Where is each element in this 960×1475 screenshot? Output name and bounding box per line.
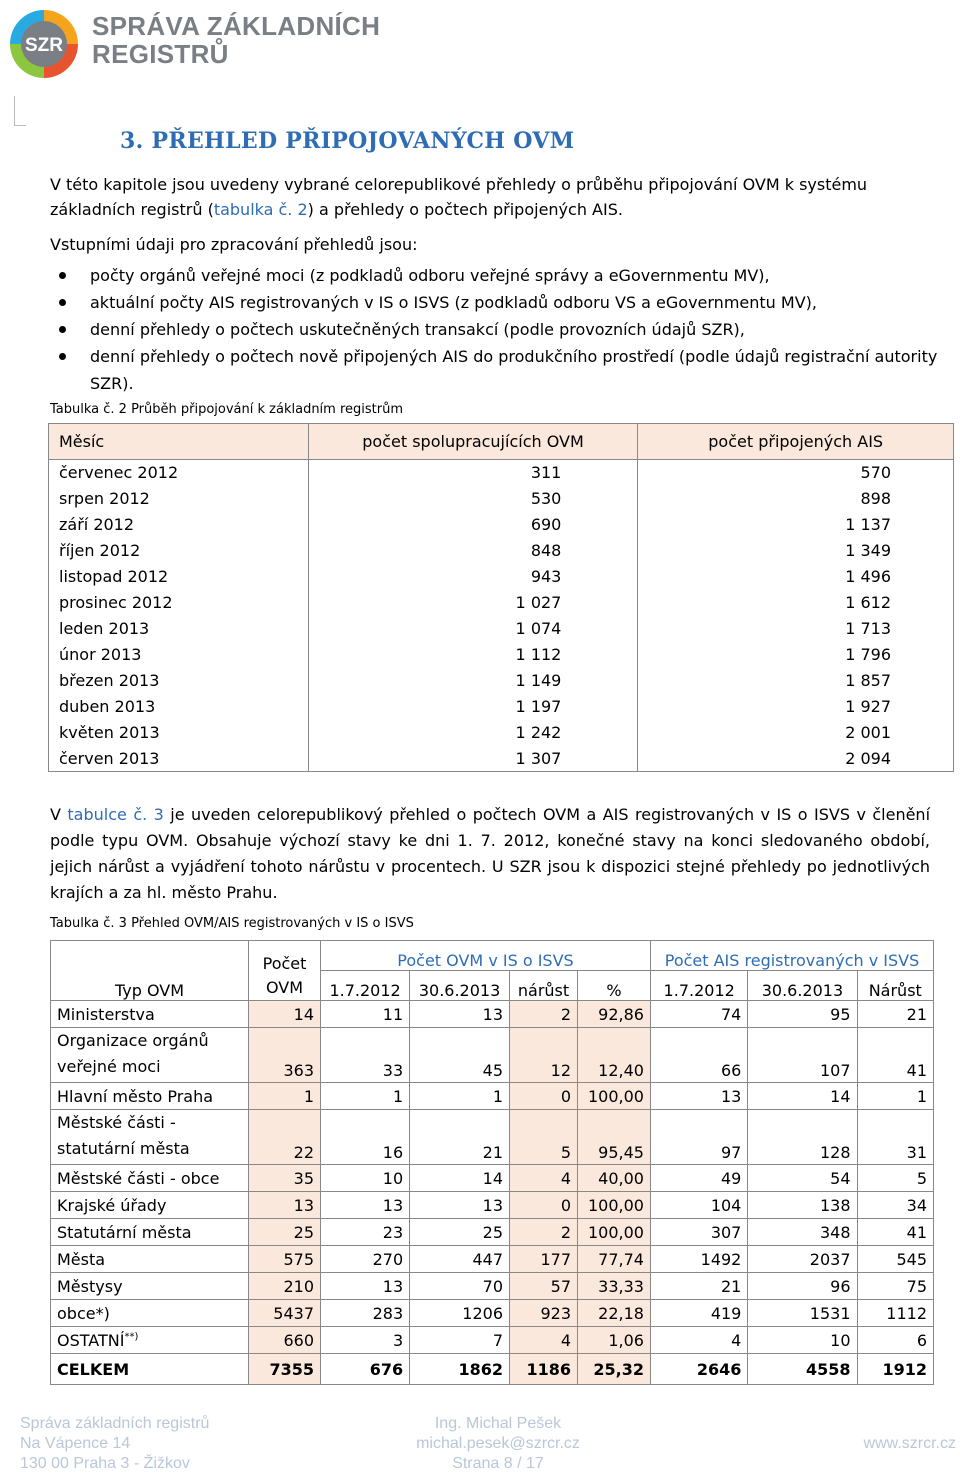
table3-caption: Tabulka č. 3 Přehled OVM/AIS registrovaných v IS o ISVS (50, 916, 414, 931)
ais-growth-cell: 21 (857, 1001, 933, 1028)
ovm-count-cell: 943 (308, 564, 638, 590)
ovm-count-cell: 13 (249, 1192, 321, 1219)
group-header-ovm: Počet OVM v IS o ISVS (321, 941, 651, 971)
ais-end-cell: 54 (748, 1165, 857, 1192)
szr-logo (8, 8, 80, 80)
ovm-growth-cell: 923 (510, 1300, 578, 1327)
footer-email[interactable]: michal.pesek@szrcr.cz (416, 1435, 580, 1452)
ovm-count-cell: 5437 (249, 1300, 321, 1327)
table-row (51, 1192, 934, 1219)
ovm-count-cell: 575 (249, 1246, 321, 1273)
ais-start-cell: 21 (650, 1273, 747, 1300)
ovm-growth-cell: 1186 (510, 1354, 578, 1385)
column-header-count-line1: Počet (262, 954, 307, 973)
ovm-growth-cell: 0 (510, 1192, 578, 1219)
ais-start-cell: 2646 (650, 1354, 747, 1385)
type-line2: statutární města (57, 1139, 190, 1158)
ovm-percent-cell: 95,45 (578, 1110, 651, 1165)
month-cell: listopad 2012 (49, 564, 309, 590)
ovm-end-cell: 25 (410, 1219, 510, 1246)
ais-growth-cell: 34 (857, 1192, 933, 1219)
ovm-start-cell: 33 (321, 1028, 410, 1083)
ais-count-cell: 2 094 (638, 746, 954, 772)
ovm-start-cell: 11 (321, 1001, 410, 1028)
table-row (49, 486, 954, 512)
month-cell: říjen 2012 (49, 538, 309, 564)
table-row (49, 460, 954, 486)
ais-end-cell: 348 (748, 1219, 857, 1246)
ovm-end-cell: 21 (410, 1110, 510, 1165)
ais-end-cell: 107 (748, 1028, 857, 1083)
month-cell: prosinec 2012 (49, 590, 309, 616)
ovm-count-cell: 35 (249, 1165, 321, 1192)
ovm-percent-cell: 92,86 (578, 1001, 651, 1028)
ovm-count-cell: 1 307 (308, 746, 638, 772)
month-cell: květen 2013 (49, 720, 309, 746)
ovm-start-cell: 23 (321, 1219, 410, 1246)
footer-street: Na Vápence 14 (20, 1435, 131, 1452)
ovm-count-cell: 363 (249, 1028, 321, 1083)
ais-growth-cell: 41 (857, 1028, 933, 1083)
ovm-start-cell: 283 (321, 1300, 410, 1327)
table-row (49, 642, 954, 668)
table-row (51, 1110, 934, 1165)
ais-count-cell: 2 001 (638, 720, 954, 746)
ovm-ais-overview-table (50, 940, 934, 1385)
subheader-ovm-growth: nárůst (510, 971, 578, 1001)
ovm-count-cell: 848 (308, 538, 638, 564)
corner-mark (14, 96, 26, 126)
table-row (51, 1219, 934, 1246)
ais-count-cell: 1 137 (638, 512, 954, 538)
brand-line1: SPRÁVA ZÁKLADNÍCH (92, 11, 381, 41)
table-row (49, 564, 954, 590)
ovm-percent-cell: 40,00 (578, 1165, 651, 1192)
ais-growth-cell: 1112 (857, 1300, 933, 1327)
ovm-count-cell: 14 (249, 1001, 321, 1028)
subheader-ais-start: 1.7.2012 (650, 971, 747, 1001)
ovm-start-cell: 16 (321, 1110, 410, 1165)
table3-intro-paragraph (50, 802, 930, 906)
ovm-growth-cell: 4 (510, 1165, 578, 1192)
ais-growth-cell: 41 (857, 1219, 933, 1246)
brand-name (92, 12, 380, 68)
connection-progress-table (48, 423, 954, 772)
type-cell (51, 1273, 249, 1300)
table-row (51, 1028, 934, 1083)
type-label: Ministerstva (57, 1004, 155, 1024)
brand-line2: REGISTRŮ (92, 39, 229, 69)
ovm-count-cell: 22 (249, 1110, 321, 1165)
type-line1: Organizace orgánů (57, 1031, 209, 1050)
ovm-end-cell: 1862 (410, 1354, 510, 1385)
ais-end-cell: 95 (748, 1001, 857, 1028)
ovm-percent-cell: 12,40 (578, 1028, 651, 1083)
chapter-title: 3. PŘEHLED PŘIPOJOVANÝCH OVM (120, 128, 575, 154)
ais-count-cell: 1 927 (638, 694, 954, 720)
ovm-start-cell: 10 (321, 1165, 410, 1192)
type-cell (51, 1083, 249, 1110)
ais-start-cell: 74 (650, 1001, 747, 1028)
para3-text-post: je uveden celorepublikový přehled o počtech OVM a AIS registrovaných v IS o ISVS v členění podle typu OVM. Obsahuje výchozí stavy ke dni 1. 7. 2012, konečné stavy na konci sledovaného období, jejich nárůst a vyjádření tohoto nárůstu v procentech. U SZR jsou k dispozici stejné přehledy po jednotlivých krajích a za hl. město Prahu. (50, 805, 931, 902)
intro-text-post: ) a přehledy o počtech připojených AIS. (307, 200, 623, 219)
column-header-count (249, 941, 321, 1001)
ovm-count-cell: 311 (308, 460, 638, 486)
ovm-end-cell: 7 (410, 1327, 510, 1354)
month-cell: únor 2013 (49, 642, 309, 668)
ovm-start-cell: 3 (321, 1327, 410, 1354)
footnote-mark: **) (124, 1331, 139, 1343)
type-label: Městské části - obce (57, 1168, 220, 1188)
table-row (51, 1327, 934, 1354)
ovm-count-cell: 7355 (249, 1354, 321, 1385)
ovm-percent-cell: 100,00 (578, 1219, 651, 1246)
ovm-count-cell: 1 197 (308, 694, 638, 720)
ais-count-cell: 898 (638, 486, 954, 512)
subheader-ovm-end: 30.6.2013 (410, 971, 510, 1001)
type-cell (51, 1246, 249, 1273)
ovm-start-cell: 13 (321, 1192, 410, 1219)
table-row (51, 1300, 934, 1327)
ais-end-cell: 14 (748, 1083, 857, 1110)
ovm-end-cell: 1206 (410, 1300, 510, 1327)
ais-count-cell: 1 349 (638, 538, 954, 564)
ovm-count-cell: 210 (249, 1273, 321, 1300)
ais-start-cell: 4 (650, 1327, 747, 1354)
ovm-count-cell: 530 (308, 486, 638, 512)
ais-start-cell: 307 (650, 1219, 747, 1246)
list-item: počty orgánů veřejné moci (z podkladů odboru veřejné správy a eGovernmentu MV), (50, 262, 940, 289)
ais-growth-cell: 6 (857, 1327, 933, 1354)
table3-link[interactable]: tabulce č. 3 (67, 805, 164, 824)
ais-start-cell: 419 (650, 1300, 747, 1327)
table-row (49, 668, 954, 694)
ais-start-cell: 97 (650, 1110, 747, 1165)
ais-end-cell: 1531 (748, 1300, 857, 1327)
ovm-percent-cell: 22,18 (578, 1300, 651, 1327)
list-item: denní přehledy o počtech uskutečněných transakcí (podle provozních údajů SZR), (50, 316, 940, 343)
table-row (49, 616, 954, 642)
ais-count-cell: 570 (638, 460, 954, 486)
ovm-growth-cell: 177 (510, 1246, 578, 1273)
ovm-end-cell: 70 (410, 1273, 510, 1300)
subheader-ais-growth: Nárůst (857, 971, 933, 1001)
type-cell (51, 1192, 249, 1219)
footer-website[interactable]: www.szrcr.cz (863, 1435, 956, 1452)
ais-start-cell: 66 (650, 1028, 747, 1083)
ais-count-cell: 1 496 (638, 564, 954, 590)
type-cell (51, 1219, 249, 1246)
footer-person: Ing. Michal Pešek (434, 1415, 562, 1432)
ovm-count-cell: 690 (308, 512, 638, 538)
intro-paragraph (50, 172, 930, 222)
ais-growth-cell: 1912 (857, 1354, 933, 1385)
table-row (51, 1165, 934, 1192)
table-row (51, 1001, 934, 1028)
ovm-start-cell: 270 (321, 1246, 410, 1273)
month-cell: červenec 2012 (49, 460, 309, 486)
type-line1: Městské části - (57, 1113, 176, 1132)
ovm-count-cell: 25 (249, 1219, 321, 1246)
column-header-count-line2: OVM (265, 978, 304, 997)
ovm-percent-cell: 1,06 (578, 1327, 651, 1354)
ais-end-cell: 2037 (748, 1246, 857, 1273)
type-line2: veřejné moci (57, 1057, 161, 1076)
month-cell: duben 2013 (49, 694, 309, 720)
ovm-percent-cell: 100,00 (578, 1083, 651, 1110)
ovm-count-cell: 1 242 (308, 720, 638, 746)
ovm-growth-cell: 0 (510, 1083, 578, 1110)
type-label: Městysy (57, 1276, 123, 1296)
table-row (49, 590, 954, 616)
footer-org: Správa základních registrů (20, 1415, 210, 1432)
subheader-ovm-percent: % (578, 971, 651, 1001)
ais-count-cell: 1 713 (638, 616, 954, 642)
ovm-growth-cell: 2 (510, 1219, 578, 1246)
type-label: CELKEM (57, 1359, 130, 1379)
para3-text-pre: V (50, 805, 68, 824)
month-cell: září 2012 (49, 512, 309, 538)
table-row (49, 512, 954, 538)
ais-end-cell: 128 (748, 1110, 857, 1165)
table-row (51, 1273, 934, 1300)
group-header-ais: Počet AIS registrovaných v ISVS (650, 941, 933, 971)
type-label: Města (57, 1249, 106, 1269)
type-label: Hlavní město Praha (57, 1086, 214, 1106)
ovm-percent-cell: 100,00 (578, 1192, 651, 1219)
list-item: aktuální počty AIS registrovaných v IS o ISVS (z podkladů odboru VS a eGovernmentu MV), (50, 289, 940, 316)
type-cell (51, 1028, 249, 1083)
footer-city: 130 00 Praha 3 - Žižkov (20, 1455, 190, 1472)
type-label: OSTATNÍ (57, 1330, 125, 1350)
ais-start-cell: 104 (650, 1192, 747, 1219)
ais-end-cell: 10 (748, 1327, 857, 1354)
ais-growth-cell: 1 (857, 1083, 933, 1110)
ais-end-cell: 96 (748, 1273, 857, 1300)
ais-growth-cell: 31 (857, 1110, 933, 1165)
ovm-growth-cell: 5 (510, 1110, 578, 1165)
ais-start-cell: 1492 (650, 1246, 747, 1273)
ovm-count-cell: 1 027 (308, 590, 638, 616)
intro-text-pre: V této kapitole jsou uvedeny vybrané celorepublikové přehledy o průběhu připojování OVM k systému základních registrů ( (50, 175, 868, 219)
ovm-start-cell: 1 (321, 1083, 410, 1110)
ovm-percent-cell: 25,32 (578, 1354, 651, 1385)
footer-contact (398, 1414, 598, 1474)
ovm-count-cell: 1 149 (308, 668, 638, 694)
month-cell: srpen 2012 (49, 486, 309, 512)
ovm-growth-cell: 2 (510, 1001, 578, 1028)
subheader-ovm-start: 1.7.2012 (321, 971, 410, 1001)
column-header-type: Typ OVM (51, 941, 249, 1001)
ais-growth-cell: 75 (857, 1273, 933, 1300)
ovm-growth-cell: 12 (510, 1028, 578, 1083)
type-cell (51, 1001, 249, 1028)
inputs-lead: Vstupními údaji pro zpracování přehledů jsou: (50, 235, 418, 254)
ais-growth-cell: 545 (857, 1246, 933, 1273)
footer-page-number: Strana 8 / 17 (452, 1455, 544, 1472)
ais-start-cell: 13 (650, 1083, 747, 1110)
ovm-start-cell: 13 (321, 1273, 410, 1300)
ais-count-cell: 1 857 (638, 668, 954, 694)
ovm-end-cell: 14 (410, 1165, 510, 1192)
column-header-ais: počet připojených AIS (638, 424, 954, 460)
ovm-count-cell: 1 112 (308, 642, 638, 668)
table2-caption: Tabulka č. 2 Průběh připojování k základním registrům (50, 402, 404, 417)
ovm-end-cell: 13 (410, 1192, 510, 1219)
table-row (51, 1246, 934, 1273)
logo-text: SZR (25, 35, 63, 56)
type-cell (51, 1327, 249, 1354)
column-header-ovm: počet spolupracujících OVM (308, 424, 638, 460)
type-label: Statutární města (57, 1222, 192, 1242)
type-cell (51, 1165, 249, 1192)
month-cell: březen 2013 (49, 668, 309, 694)
ovm-count-cell: 1 (249, 1083, 321, 1110)
subheader-ais-end: 30.6.2013 (748, 971, 857, 1001)
ovm-percent-cell: 33,33 (578, 1273, 651, 1300)
footer-address (20, 1414, 209, 1474)
table-row (49, 694, 954, 720)
type-cell (51, 1110, 249, 1165)
total-row (51, 1354, 934, 1385)
type-label: Krajské úřady (57, 1195, 167, 1215)
ais-count-cell: 1 796 (638, 642, 954, 668)
ovm-percent-cell: 77,74 (578, 1246, 651, 1273)
table-row (49, 746, 954, 772)
ais-end-cell: 138 (748, 1192, 857, 1219)
table2-link[interactable]: tabulka č. 2 (213, 200, 308, 219)
ovm-end-cell: 447 (410, 1246, 510, 1273)
type-cell (51, 1354, 249, 1385)
ovm-count-cell: 1 074 (308, 616, 638, 642)
ais-growth-cell: 5 (857, 1165, 933, 1192)
month-cell: leden 2013 (49, 616, 309, 642)
ovm-growth-cell: 57 (510, 1273, 578, 1300)
table-row (51, 1083, 934, 1110)
ovm-end-cell: 13 (410, 1001, 510, 1028)
month-cell: červen 2013 (49, 746, 309, 772)
ovm-count-cell: 660 (249, 1327, 321, 1354)
ovm-start-cell: 676 (321, 1354, 410, 1385)
table-row (49, 538, 954, 564)
ais-start-cell: 49 (650, 1165, 747, 1192)
table-row (49, 720, 954, 746)
ovm-end-cell: 1 (410, 1083, 510, 1110)
list-item: denní přehledy o počtech nově připojených AIS do produkčního prostředí (podle údajů registrační autority SZR). (50, 343, 940, 397)
input-list (50, 262, 940, 397)
ovm-end-cell: 45 (410, 1028, 510, 1083)
column-header-month: Měsíc (49, 424, 309, 460)
type-label: obce*) (57, 1303, 110, 1323)
ais-end-cell: 4558 (748, 1354, 857, 1385)
type-cell (51, 1300, 249, 1327)
ovm-growth-cell: 4 (510, 1327, 578, 1354)
ais-count-cell: 1 612 (638, 590, 954, 616)
